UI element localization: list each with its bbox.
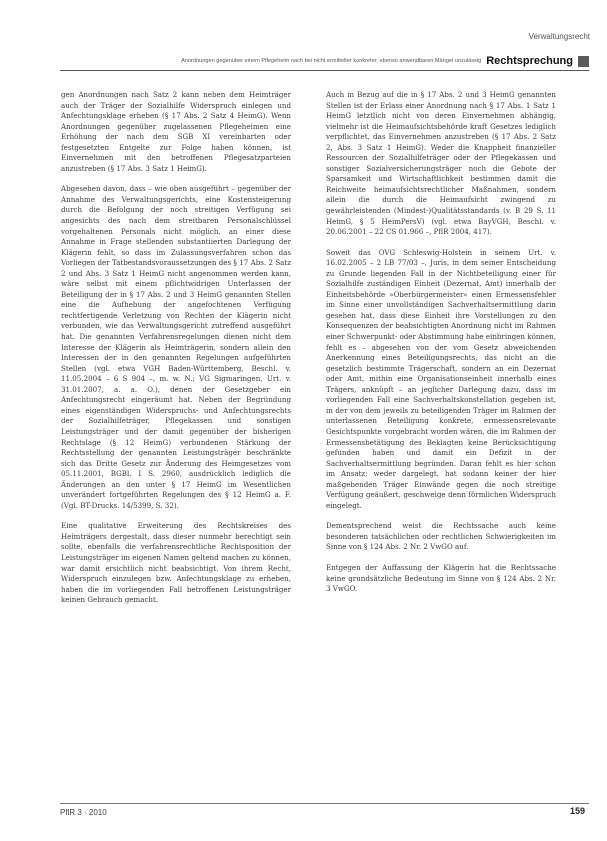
header-square-marker (578, 56, 589, 67)
footer-rule (60, 803, 589, 804)
left-paragraph-3: Eine qualitative Erweiterung des Rechtskreises des Heimträgers dergestalt, dass dieser nunmehr berechtigt sein sollte, ebenfalls die verfahrensrechtliche Rechtsposition der Leistungsträger im eigenen Namen geltend machen zu können, war damit ersichtlich nicht beabsichtigt. Von ihrem Recht, Widerspruch einzulegen bzw. Anfechtungsklage zu erheben, haben die im vorliegenden Fall betroffenen Leistungsträger keinen Gebrauch gemacht. (61, 521, 291, 605)
left-paragraph-2: Abgesehen davon, dass – wie oben ausgeführt – gegenüber der Annahme des Verwaltungsgerichts, eine Kostensteigerung durch die Befolgung der noch streitigen Verfügung sei angesichts des nach dem streitbaren Personalschlüssel vorgehaltenen Personals nicht möglich, an einer diese Annahme in Frage stellenden substantiierten Darlegung der Klägerin fehlt, so dass im Zulassungsverfahren schon das Vorliegen der Tatbestandsvoraussetzungen des § 17 Abs. 2 Satz 2 und Abs. 3 Satz 1 HeimG nicht angenommen werden kann, wäre selbst mit einem pflichtwidrigen Unterlassen der Beteiligung der in § 17 Abs. 2 und 3 HeimG genannten Stellen eine die Aufhebung der angefochtenen Verfügung rechtfertigende Verletzung von Rechten der Klägerin nicht verbunden, wie das Verwaltungsgericht zutreffend ausgeführt hat. Die genannten Verfahrensregelungen dienen nicht dem Interesse der Klägerin als Heimträgerin, sondern allein den Interessen der in den genannten Regelungen aufgeführten Stellen (vgl. etwa VGH Baden-Württemberg, Beschl. v. 11.05.2004 – 6 S 904 –, m. w. N.; VG Sigmaringen, Urt. v. 31.01.2007, a. a. O.), denen der Gesetzgeber ein Anfechtungsrecht eingeräumt hat. Neben der Begründung eines eigenständigen Widerspruchs- und Anfechtungsrechts der Sozialhilfeträger, Pflegekassen und sonstigen Leistungsträger und der damit gegenüber der bisherigen Rechtslage (§ 12 HeimG) verbundenen Stärkung der Rechtsstellung der genannten Leistungsträger beschränkte sich das Dritte Gesetz zur Änderung des Heimgesetzes vom 05.11.2001, BGBl. I S. 2960, ausdrücklich lediglich die Änderungen an den unter § 17 HeimG im Wesentlichen unverändert fortgeführten Regelungen des § 12 HeimG a. F. (Vgl. BT-Drucks. 14/5399, S. 32). (61, 184, 291, 510)
left-column (61, 90, 291, 616)
right-paragraph-4: Entgegen der Auffassung der Klägerin hat die Rechtssache keine grundsätzliche Bedeutung im Sinne von § 124 Abs. 2 Nr. 3 VwGO. (326, 562, 556, 594)
header-rule (60, 70, 589, 71)
right-paragraph-1: Auch in Bezug auf die in § 17 Abs. 2 und 3 HeimG genannten Stellen ist der Erlass einer Anordnung nach § 17 Abs. 1 Satz 1 HeimG letztlich nicht von deren Einvernehmen abhängig, vielmehr ist die Heimaufsichtsbehörde kraft Gesetzes lediglich verpflichtet, das Einvernehmen anzustreben (§ 17 Abs. 2 Satz 2, Abs. 3 Satz 1 HeimG). Weder die Knappheit finanzieller Ressourcen der Sozialhilfeträger oder der Pflegekassen und sonstiger Sozialversicherungsträger noch die Gebote der Sparsamkeit und Wirtschaftlichkeit bestimmen damit die Reichweite heimaufsichtsrechtlicher Maßnahmen, sondern allein die durch die Heimaufsicht zwingend zu gewährleistenden (Mindest-)Qualitätsstandards (v. B 29 S. 11 HeimG, § 5 HeimPersV) (vgl. etwa BayVGH, Beschl. v. 20.06.2001 – 22 CS 01.966 –, PflR 2004, 417). (326, 90, 556, 237)
header-description: Anordnungen gegenüber einem Pflegeheim nach bei nicht ermittelter konkreter, ebenso anwendbaren Mängel unzulässig (181, 58, 482, 64)
page-number: 159 (569, 806, 585, 816)
journal-issue: PflR 3 · 2010 (60, 808, 107, 817)
left-paragraph-1: gen Anordnungen nach Satz 2 kann neben dem Heimträger auch der Träger der Sozialhilfe Widerspruch einlegen und Anfechtungsklage erheben (§ 17 Abs. 2 Satz 4 HeimG). Wenn Anordnungen gegenüber zugelassenen Pflegeheimen eine Erhöhung der nach dem SGB XI vereinbarten oder festgesetzten Entgelte zur Folge haben können, ist Einvernehmen mit den betroffenen Pflegesatzparteien anzustreben (§ 17 Abs. 3 Satz 1 HeimG). (61, 90, 291, 173)
right-paragraph-3: Dementsprechend weist die Rechtssache auch keine besonderen tatsächlichen oder rechtlichen Schwierigkeiten im Sinne von § 124 Abs. 2 Nr. 2 VwGO auf. (326, 521, 556, 552)
section-tag: Verwaltungsrecht (528, 32, 590, 41)
running-header (60, 52, 589, 70)
right-paragraph-2: Soweit das OVG Schleswig-Holstein in seinem Urt. v. 16.02.2005 – 2 LB 77/03 –, Juris, in dem seiner Entscheidung zu Grunde liegenden Fall in der Nichtbeteiligung einer für Sozialhilfe zuständigen Einheit (Dezernat, Amt) innerhalb der Einheitsbehörde »Oberbürgermeister« einen Ermessensfehler im Sinne einer unvollständigen Sachverhaltsermittlung darin gesehen hat, dass diese Einheit ihre Vorstellungen zu den Konsequenzen der beabsichtigten Anordnung nicht im Rahmen einer Schwerpunkt- oder Abstimmung habe einbringen können, fehlt es – abgesehen von der vom Gesetz abweichenden Anerkennung eines Beteiligungsrechts, das nicht an die gesetzlich bestimmte Trägerschaft, sondern an ein Dezernat oder Amt, mithin eine Organisationseinheit innerhalb eines Trägers, anknüpft – an jeglicher Darlegung dazu, dass im vorliegenden Fall eine Sachverhaltskonstellation gegeben ist, in der von dem jeweils zu beteiligenden Träger im Rahmen der unterlassenen Beteiligung konkrete, ermessensrelevante Gesichtspunkte vorgebracht worden wären, die im Rahmen der Ermessensbetätigung des Beklagten keine Berücksichtigung gefunden haben und damit ein Defizit in der Sachverhaltsermittlung begründen. Daran fehlt es hier schon im Ansatz; weder dargelegt, hat sodann keiner der hier maßgebenden Träger Einwände gegen die noch streitige Verfügung geäußert, geschweige denn förmlichen Widerspruch eingelegt. (326, 247, 556, 510)
right-column (326, 90, 556, 605)
header-title: Rechtsprechung (486, 55, 573, 67)
